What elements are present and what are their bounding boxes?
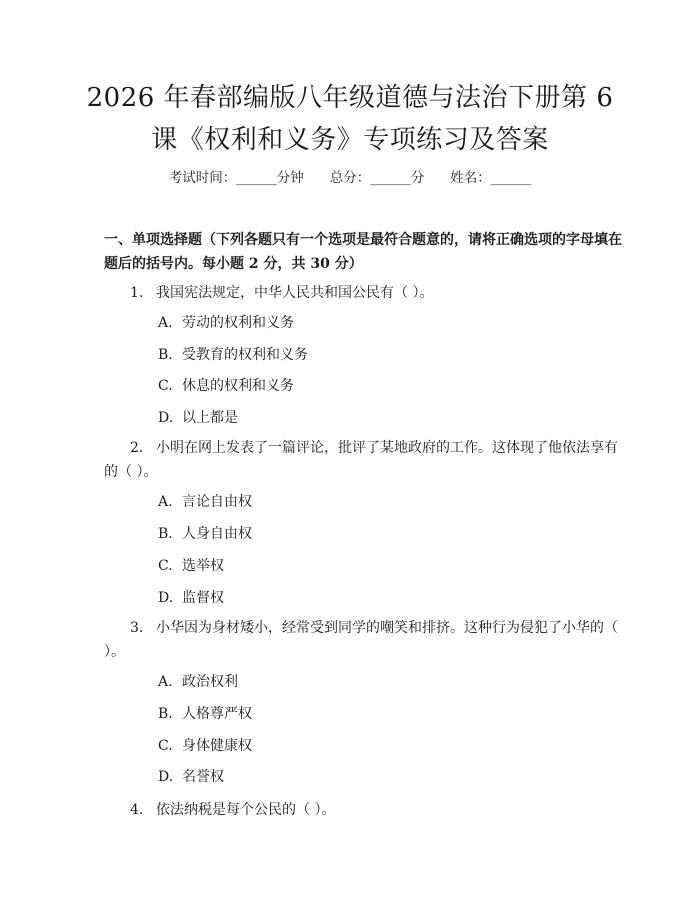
question-3-option-d — [158, 767, 618, 787]
question-text: 小明在网上发表了一篇评论，批评了某地政府的工作。这体现了他依法享有的（ ）。 — [104, 440, 618, 480]
option-letter: C. — [158, 738, 173, 754]
question-3-option-b — [158, 704, 618, 724]
total-score: 总分：______分 — [329, 170, 425, 186]
option-text: 劳动的权利和义务 — [182, 315, 294, 331]
question-text: 小华因为身材矮小，经常受到同学的嘲笑和排挤。这种行为侵犯了小华的（ ）。 — [104, 620, 618, 660]
option-text: 言论自由权 — [182, 494, 252, 510]
option-letter: D. — [158, 590, 174, 606]
option-text: 以上都是 — [182, 410, 238, 426]
option-letter: C. — [158, 558, 173, 574]
section-heading: 一、单项选择题（下列各题只有一个选项是最符合题意的，请将正确选项的字母填在题后的括号内。每小题 2 分，共 30 分） — [104, 232, 622, 272]
question-3-option-a — [158, 672, 618, 692]
question-number: 1. — [130, 285, 144, 301]
exam-info — [0, 168, 700, 188]
question-1-option-a — [158, 313, 618, 333]
question-1-option-c — [158, 376, 618, 396]
option-letter: C. — [158, 378, 173, 394]
question-2-option-b — [158, 524, 618, 544]
option-letter: D. — [158, 769, 174, 785]
document-title-line-1: 2026 年春部编版八年级道德与法治下册第 6 — [86, 83, 614, 113]
option-text: 受教育的权利和义务 — [182, 347, 308, 363]
option-letter: B. — [158, 526, 173, 542]
option-text: 名誉权 — [182, 769, 224, 785]
option-letter: D. — [158, 410, 174, 426]
question-1 — [104, 281, 624, 305]
student-name: 姓名：______ — [450, 170, 532, 186]
question-text: 我国宪法规定，中华人民共和国公民有（ ）。 — [156, 285, 434, 301]
question-text: 依法纳税是每个公民的（ ）。 — [156, 802, 336, 818]
option-letter: B. — [158, 706, 173, 722]
question-number: 2. — [130, 440, 144, 456]
question-1-option-d — [158, 408, 618, 428]
option-text: 监督权 — [182, 590, 224, 606]
question-number: 3. — [130, 620, 144, 636]
option-text: 人格尊严权 — [182, 706, 252, 722]
option-text: 休息的权利和义务 — [182, 378, 294, 394]
question-4 — [104, 798, 624, 822]
option-text: 选举权 — [182, 558, 224, 574]
exam-time: 考试时间：______分钟 — [168, 170, 304, 186]
question-number: 4. — [130, 802, 144, 818]
question-1-option-b — [158, 345, 618, 365]
option-text: 人身自由权 — [182, 526, 252, 542]
question-2-option-a — [158, 492, 618, 512]
question-3-option-c — [158, 736, 618, 756]
question-2-option-c — [158, 556, 618, 576]
option-letter: A. — [158, 315, 173, 331]
option-letter: A. — [158, 494, 173, 510]
question-2 — [104, 436, 624, 484]
option-text: 身体健康权 — [182, 738, 252, 754]
option-letter: B. — [158, 347, 173, 363]
document-title-line-2: 课《权利和义务》专项练习及答案 — [151, 125, 549, 155]
question-3 — [104, 616, 624, 664]
question-2-option-d — [158, 588, 618, 608]
option-text: 政治权利 — [182, 674, 238, 690]
option-letter: A. — [158, 674, 173, 690]
